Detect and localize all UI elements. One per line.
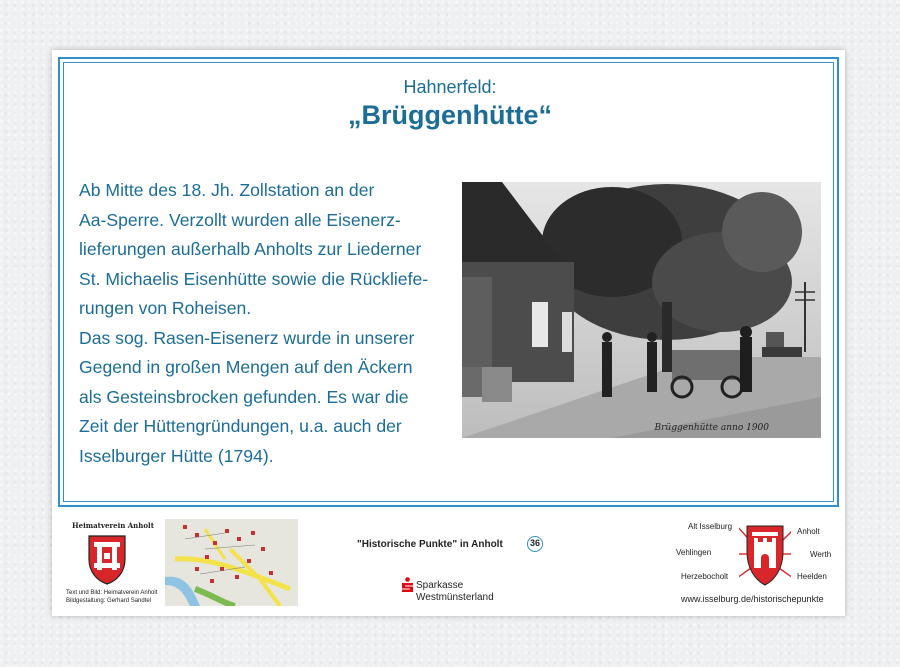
town-heelden: Heelden: [797, 572, 827, 581]
page-title: „Brüggenhütte“: [348, 100, 552, 130]
sponsor-line2: Westmünsterland: [416, 592, 494, 603]
location-map-drawing: [165, 519, 298, 606]
credits-design: Bildgestaltung: Gerhard Sandtel: [66, 597, 152, 604]
point-number-badge: 36: [527, 536, 543, 552]
description-text: Ab Mitte des 18. Jh. Zollstation an der Aa-Sperre. Verzollt wurden alle Eisenerz- lieferungen außerhalb Anholts zur Liederner St. Michaelis Eisenhütte sowie die Rückliefe- rungen von Roheisen. Das sog. Rasen-Eisenerz wurde in unserer Gegend in großen Mengen auf den Äckern als Gesteinsbrocken gefunden. Es war die Zeit der Hüttengründungen, u.a. auch der Isselburger Hütte (1794).: [79, 180, 429, 466]
town-anholt: Anholt: [797, 527, 820, 536]
town-werth: Werth: [810, 550, 832, 559]
town-herzebocholt: Herzebocholt: [681, 572, 729, 581]
anholt-crest-icon: [86, 533, 128, 585]
club-name: Heimatverein Anholt: [72, 521, 154, 530]
isselburg-crest-icon: [739, 522, 791, 590]
photo-caption: Brüggenhütte anno 1900: [654, 423, 769, 433]
town-alt-isselburg: Alt Isselburg: [688, 522, 733, 531]
historic-photo: [462, 182, 821, 438]
sponsor-line1: Sparkasse: [416, 580, 464, 591]
location-subtitle: Hahnerfeld:: [403, 77, 497, 97]
website-link[interactable]: www.isselburg.de/historischepunkte: [681, 594, 824, 604]
historic-photo-drawing: [462, 182, 821, 438]
location-map: [165, 519, 298, 606]
credits: [66, 590, 157, 605]
sparkasse-logo-icon: [401, 577, 414, 593]
credits-text: Text und Bild: Heimatverein Anholt: [66, 590, 158, 596]
sponsor-name: [416, 580, 494, 604]
series-label: "Historische Punkte" in Anholt: [357, 539, 503, 550]
town-vehlingen: Vehlingen: [676, 548, 712, 557]
